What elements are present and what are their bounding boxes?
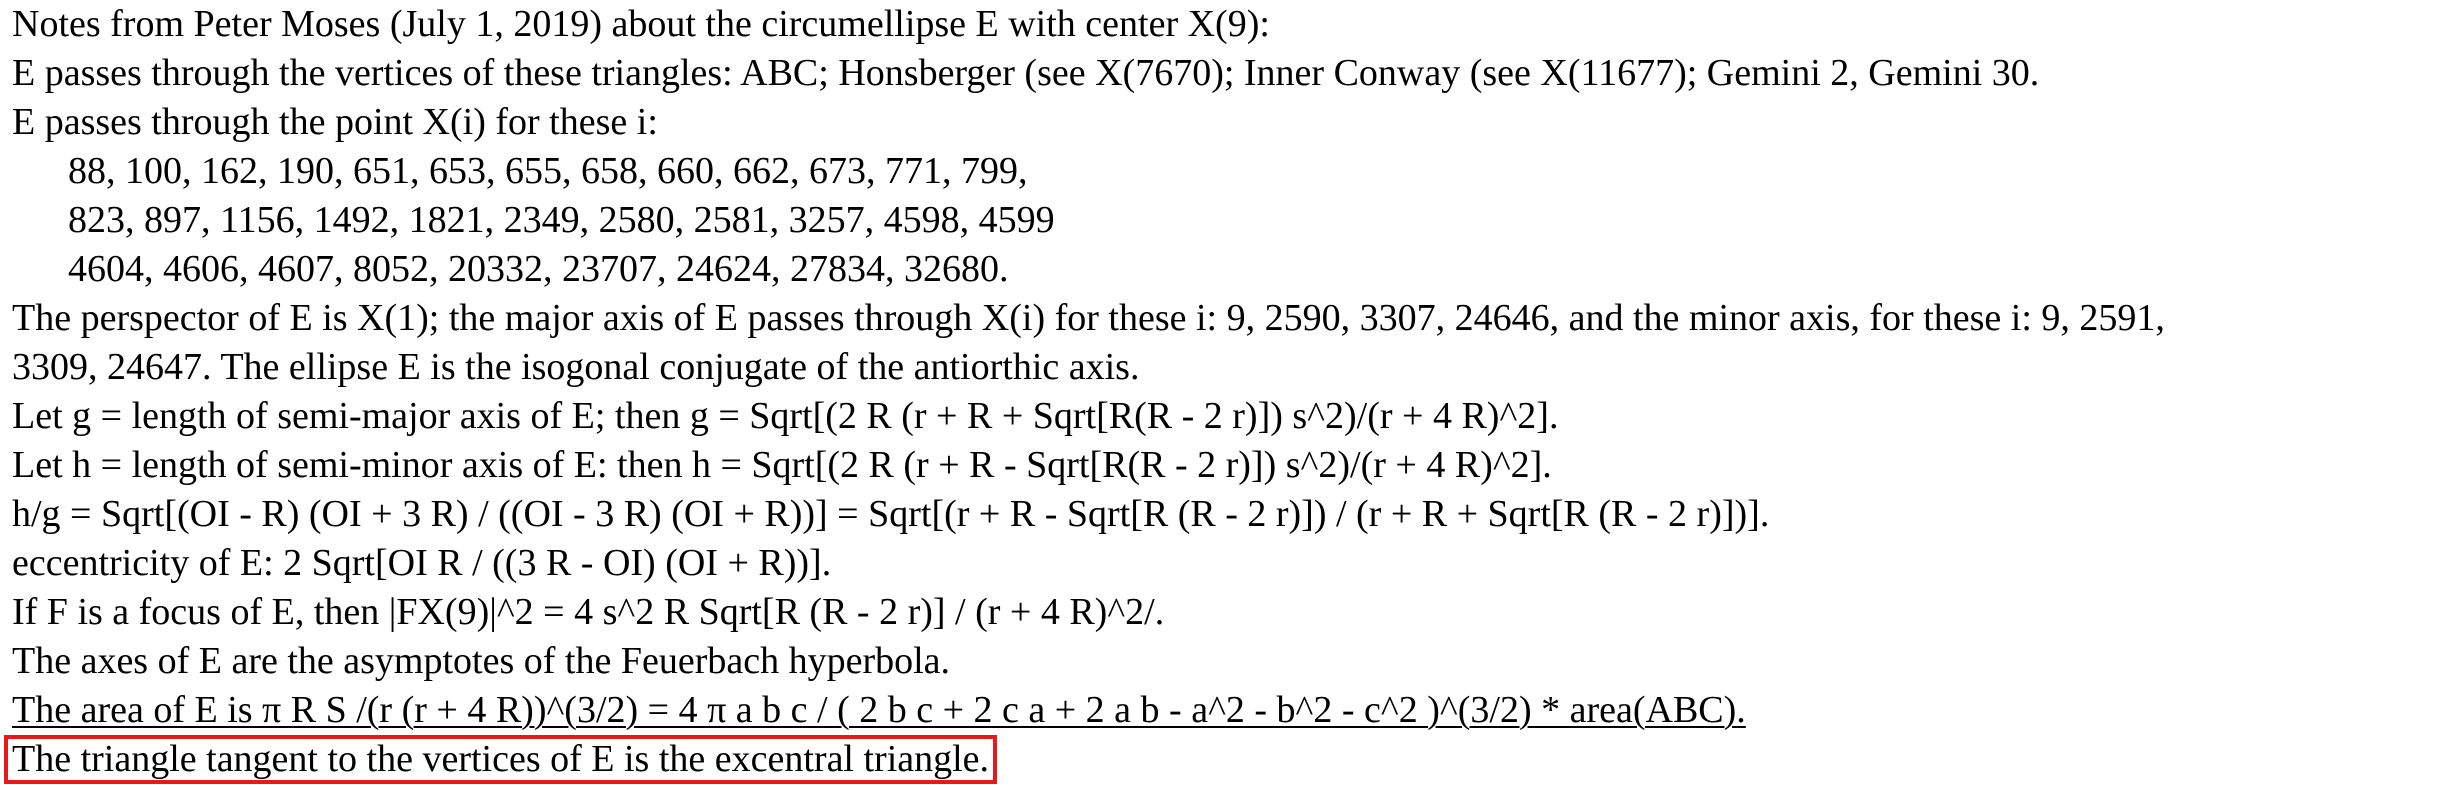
perspector-line-2: 3309, 24647. The ellipse E is the isogonal conjugate of the antiorthic axis. bbox=[12, 346, 1140, 388]
perspector-line-1: The perspector of E is X(1); the major axis of E passes through X(i) for these i: 9, 2590, 3307, 24646, and the minor axis, for these i: 9, 2591, bbox=[12, 297, 2165, 339]
tangent-triangle-row bbox=[12, 735, 2452, 784]
notes-document bbox=[12, 0, 2452, 784]
points-list-line-2: 823, 897, 1156, 1492, 1821, 2349, 2580, 2581, 3257, 4598, 4599 bbox=[68, 199, 1055, 241]
points-list-line-3: 4604, 4606, 4607, 8052, 20332, 23707, 24624, 27834, 32680. bbox=[68, 248, 1009, 290]
highlighted-tangent-triangle-line: The triangle tangent to the vertices of E is the excentral triangle. bbox=[4, 735, 997, 784]
vertices-line: E passes through the vertices of these triangles: ABC; Honsberger (see X(7670); Inner Conway (see X(11677); Gemini 2, Gemini 30. bbox=[12, 52, 2040, 94]
eccentricity-line: eccentricity of E: 2 Sqrt[OI R / ((3 R - OI) (OI + R))]. bbox=[12, 542, 832, 584]
points-intro: E passes through the point X(i) for these i: bbox=[12, 101, 658, 143]
notes-heading: Notes from Peter Moses (July 1, 2019) about the circumellipse E with center X(9): bbox=[12, 3, 1270, 45]
axis-ratio-line: h/g = Sqrt[(OI - R) (OI + 3 R) / ((OI - 3 R) (OI + R))] = Sqrt[(r + R - Sqrt[R (R - 2 r)]) / (r + R + Sqrt[R (R - 2 r)])]. bbox=[12, 493, 1770, 535]
semi-minor-axis-line: Let h = length of semi-minor axis of E: then h = Sqrt[(2 R (r + R - Sqrt[R(R - 2 r)]) s^2)/(r + 4 R)^2]. bbox=[12, 444, 1552, 486]
focus-line: If F is a focus of E, then |FX(9)|^2 = 4 s^2 R Sqrt[R (R - 2 r)] / (r + 4 R)^2/. bbox=[12, 591, 1165, 633]
points-list-line-1: 88, 100, 162, 190, 651, 653, 655, 658, 660, 662, 673, 771, 799, bbox=[68, 150, 1028, 192]
axes-line: The axes of E are the asymptotes of the Feuerbach hyperbola. bbox=[12, 640, 951, 682]
semi-major-axis-line: Let g = length of semi-major axis of E; then g = Sqrt[(2 R (r + R + Sqrt[R(R - 2 r)]) s^2)/(r + 4 R)^2]. bbox=[12, 395, 1559, 437]
area-line: The area of E is π R S /(r (r + 4 R))^(3/2) = 4 π a b c / ( 2 b c + 2 c a + 2 a b - a^2 - b^2 - c^2 )^(3/2) * area(ABC). bbox=[12, 689, 1746, 731]
